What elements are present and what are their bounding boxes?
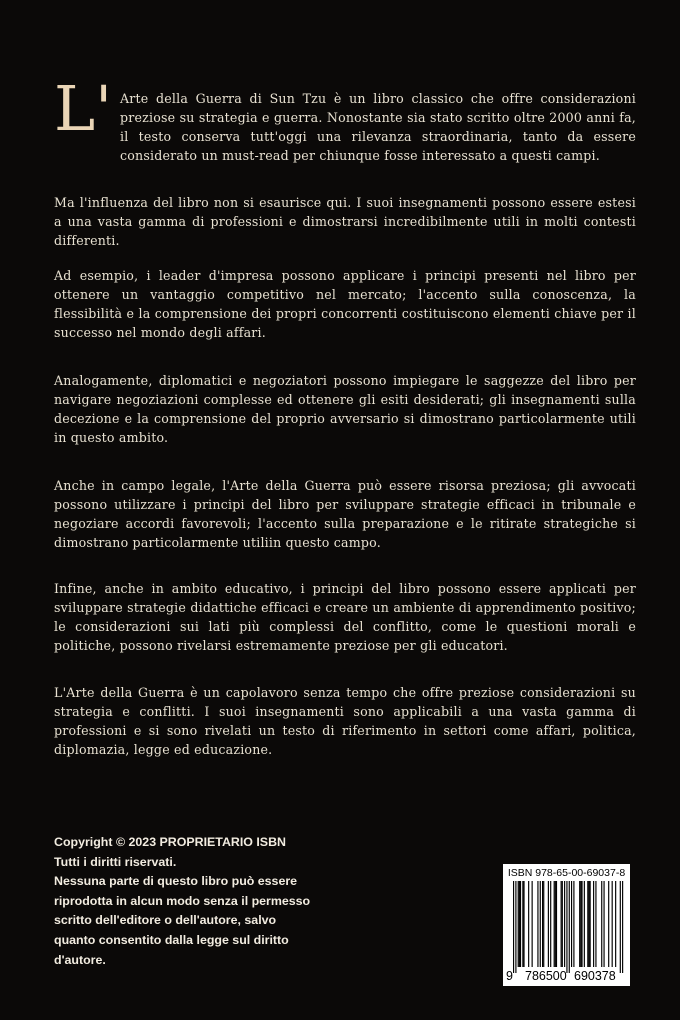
barcode-bar <box>518 881 519 967</box>
barcode-bar <box>519 881 520 967</box>
barcode-bar <box>595 881 596 967</box>
barcode-bars <box>503 881 630 973</box>
barcode-bar <box>603 881 604 967</box>
barcode-bar <box>532 881 533 967</box>
barcode-bar <box>566 881 567 973</box>
barcode-bar <box>556 881 557 967</box>
barcode-bar <box>612 881 613 967</box>
barcode-bar <box>622 881 623 973</box>
barcode-bar <box>522 881 523 967</box>
ean-right-group: 690378 <box>574 969 616 983</box>
isbn-label: ISBN 978-65-00-69037-8 <box>507 867 626 879</box>
barcode-bar <box>542 881 543 967</box>
paragraph-influence: Ma l'influenza del libro non si esaurisce qui. I suoi insegnamenti possono essere estesi a una vasta gamma di professioni e dimostrarsi incredibilmente utili in molti contesti differenti. <box>54 194 636 248</box>
copyright-line: scritto dell'editore o dell'autore, salvo <box>54 913 277 928</box>
paragraph-diplomacy: Analogamente, diplomatici e negoziatori possono impiegare le saggezze del libro per navigare negoziazioni complesse ed ottenere gli esiti desiderati; gli insegnamenti sulla decezione e la comprensione del proprio avversario si dimostrano particolarmente utili in questo ambito. <box>54 372 636 445</box>
barcode-bar <box>564 881 565 967</box>
copyright-line: Tutti i diritti riservati. <box>54 854 177 869</box>
copyright-line: riprodotta in alcun modo senza il permesso <box>54 893 311 908</box>
barcode-bar <box>580 881 581 967</box>
copyright-line: d'autore. <box>54 952 106 967</box>
barcode-bar <box>608 881 609 967</box>
ean-left-group: 786500 <box>525 969 567 983</box>
barcode-bar <box>548 881 549 967</box>
barcode-bar <box>581 881 582 967</box>
copyright-line: Copyright © 2023 PROPRIETARIO ISBN <box>54 835 286 849</box>
barcode-bar <box>571 881 572 967</box>
barcode-bar <box>555 881 556 967</box>
barcode-bar <box>588 881 589 967</box>
barcode-bar <box>615 881 616 967</box>
copyright-notice <box>54 833 354 970</box>
barcode-bar <box>528 881 529 967</box>
barcode-bar <box>590 881 591 967</box>
barcode-bar <box>543 881 544 967</box>
barcode-bar <box>554 881 555 967</box>
barcode-bar <box>513 881 514 973</box>
barcode-bar <box>579 881 580 967</box>
barcode-bar <box>593 881 594 967</box>
barcode-bar <box>587 881 588 967</box>
paragraph-business: Ad esempio, i leader d'impresa possono applicare i principi presenti nel libro per ottenere un vantaggio competitivo nel mercato; l'accento sulla conoscenza, la flessibilità e la comprensione dei propri concorrenti costituiscono elementi chiave per il successo nel mondo degli affari. <box>54 267 636 340</box>
ean-first-digit: 9 <box>506 969 513 983</box>
barcode-bar <box>561 881 562 967</box>
ean-digits <box>503 969 630 985</box>
barcode-bar <box>601 881 602 967</box>
paragraph-education: Infine, anche in ambito educativo, i principi del libro possono essere applicati per sviluppare strategie didattiche efficaci e creare un ambiente di apprendimento positivo; le considerazioni sui lati più complessi del conflitto, come le questioni morali e politiche, possono rivelarsi estremamente preziose per gli educatori. <box>54 580 636 653</box>
copyright-line: Nessuna parte di questo libro può essere <box>54 874 298 889</box>
copyright-line: quanto consentito dalla legge sul diritto <box>54 932 289 947</box>
paragraph-conclusion: L'Arte della Guerra è un capolavoro senza tempo che offre preziose considerazioni su strategia e conflitti. I suoi insegnamenti sono applicabili a una vasta gamma di professioni e si sono rivelati un testo di riferimento in settori come affari, politica, diplomazia, legge ed educazione. <box>54 684 636 757</box>
dropcap-letter: L' <box>54 72 113 145</box>
barcode-bar <box>620 881 621 973</box>
paragraph-intro: Arte della Guerra di Sun Tzu è un libro classico che offre considerazioni preziose su strategia e guerra. Nonostante sia stato scritto oltre 2000 anni fa, il testo conserva tutt'oggi una rilevanza straordinaria, tanto da essere considerato un must-read per chiunque fosse interessato a questi campi. <box>120 90 636 163</box>
barcode-bar <box>573 881 574 967</box>
barcode-bar <box>562 881 563 967</box>
barcode-bar <box>515 881 516 973</box>
barcode-bar <box>569 881 570 973</box>
barcode-bar <box>520 881 521 967</box>
barcode-bar <box>540 881 541 967</box>
barcode-bar <box>584 881 585 967</box>
isbn-barcode <box>503 864 630 986</box>
barcode-bar <box>537 881 538 967</box>
paragraph-legal: Anche in campo legale, l'Arte della Guerra può essere risorsa preziosa; gli avvocati possono utilizzare i principi del libro per sviluppare strategie efficaci in tribunale e negoziare accordi favorevoli; l'accento sulla preparazione e le ritirate strategiche si dimostrano particolarmente utiliin questo campo. <box>54 477 636 550</box>
barcode-bar <box>550 881 551 967</box>
barcode-bar <box>523 881 524 967</box>
